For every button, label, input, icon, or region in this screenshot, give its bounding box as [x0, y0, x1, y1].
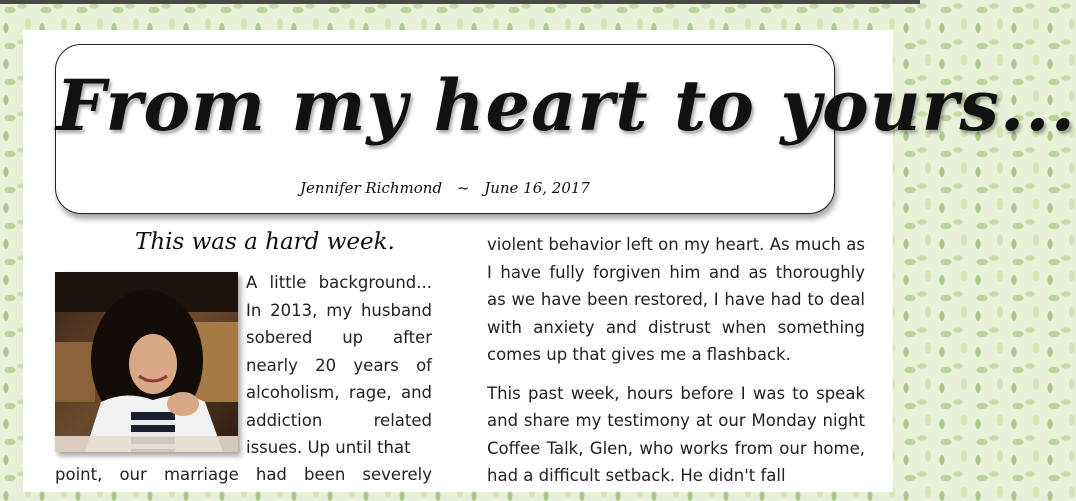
masthead-title: From my heart to yours... [56, 64, 1076, 147]
author-name: Jennifer Richmond [300, 179, 443, 197]
masthead-banner [55, 44, 1076, 214]
article-paragraph: violent behavior left on my heart. As much as I have fully forgiven him and as thoroughly as we have been restored, I have had to deal with anxiety and distrust when something comes up that gives me a flashback. [487, 235, 865, 364]
newsletter-page [23, 30, 1076, 492]
masthead-byline [56, 179, 834, 197]
window-top-border [0, 0, 920, 4]
article-heading: This was a hard week. [135, 229, 395, 255]
article-intro-wrapped: A little background... In 2013, my husband sobered up after nearly 20 years of alcoholism, rage, and addiction related issues. Up until that [246, 273, 432, 457]
author-photo-image [55, 272, 238, 452]
article-paragraph: This past week, hours before I was to speak and share my testimony at our Monday night Coffee Talk, Glen, who works from our home, had a difficult setback. He didn't fall [487, 383, 865, 485]
article-right-column [487, 231, 865, 501]
article-intro-continued: point, our marriage had been severely [55, 465, 432, 484]
byline-separator: ~ [456, 179, 470, 197]
author-photo [55, 272, 238, 452]
publish-date: June 16, 2017 [484, 179, 590, 197]
